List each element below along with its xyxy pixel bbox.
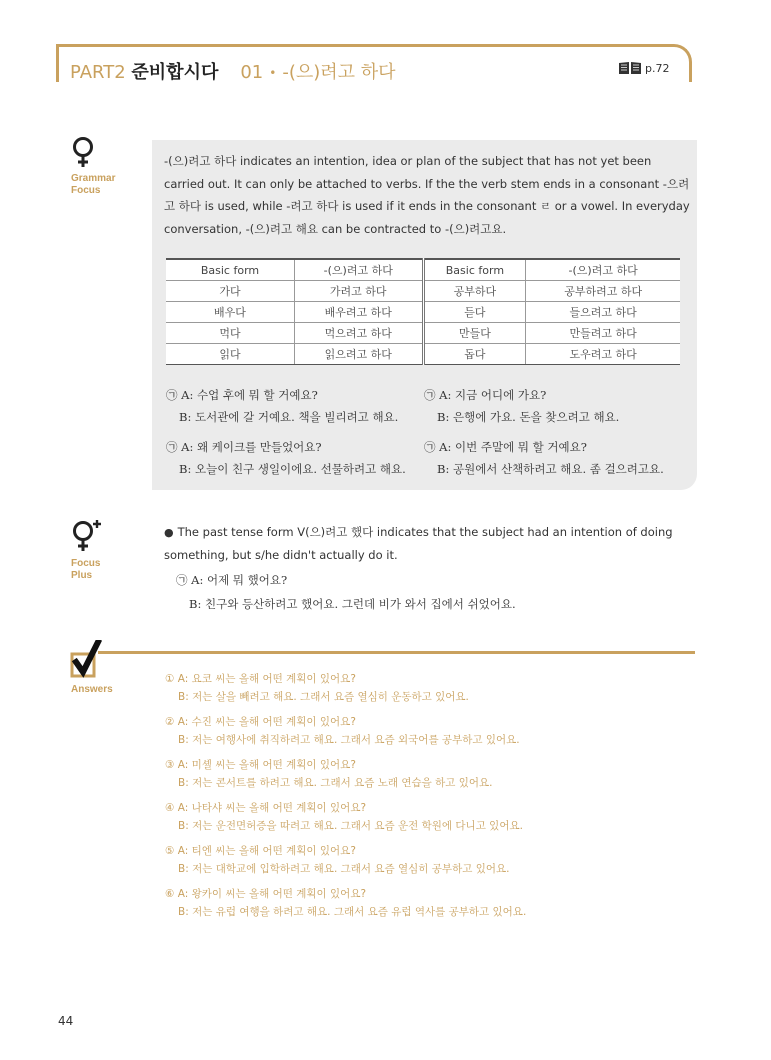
table-cell: 배우다 <box>166 302 295 323</box>
table-cell: 배우려고 하다 <box>295 302 424 323</box>
example-dialogue: ㉠ A: 왜 케이크를 만들었어요? B: 오늘이 친구 생일이에요. 선물하려고 해요. <box>166 440 406 476</box>
table-cell: 공부하려고 하다 <box>526 281 680 302</box>
page-header-title <box>70 58 396 84</box>
page-reference <box>618 61 669 75</box>
table-cell: 먹으려고 하다 <box>295 323 424 344</box>
focus-plus-label: Focus Plus <box>71 558 101 581</box>
table-cell: 읽으려고 하다 <box>295 344 424 365</box>
answer-item: ⑥ A: 왕카이 씨는 올해 어떤 계획이 있어요? B: 저는 유럽 여행을 하려고 해요. 그래서 요즘 유럽 역사를 공부하고 있어요. <box>165 888 527 918</box>
table-header: Basic form <box>166 259 295 281</box>
example-dialogue: ㉠ A: 이번 주말에 뭐 할 거예요? B: 공원에서 산책하려고 해요. 좀 걸으려고요. <box>424 440 664 476</box>
table-row <box>166 344 680 365</box>
table-cell: 가려고 하다 <box>295 281 424 302</box>
focus-plus-example: ㉠ A: 어제 뭐 했어요? B: 친구와 등산하려고 했어요. 그런데 비가 와서 집에서 쉬었어요. <box>176 573 516 611</box>
conjugation-table <box>166 258 680 365</box>
grammar-explanation: -(으)려고 하다 indicates an intention, idea or plan of the subject that has not yet been carried out. It can only be attached to verbs. If the the verb stem ends in a consonant -으려고 하다 is used, while -려고 하다 is used if it ends in the consonant ㄹ or a vowel. In everyday conversation, -(으)려고 해요 can be contracted to -(으)려고요. <box>164 154 690 236</box>
table-cell: 도우려고 하다 <box>526 344 680 365</box>
table-cell: 먹다 <box>166 323 295 344</box>
page-ref-text: p.72 <box>645 61 670 75</box>
focus-plus-explanation: ● The past tense form V(으)려고 했다 indicates that the subject had an intention of doing something, but s/he didn't actually do it. <box>164 525 673 562</box>
table-cell: 만들다 <box>423 323 526 344</box>
table-row <box>166 302 680 323</box>
grammar-focus-label: Grammar Focus <box>71 173 116 196</box>
table-cell: 돕다 <box>423 344 526 365</box>
table-cell: 만들려고 하다 <box>526 323 680 344</box>
table-cell: 가다 <box>166 281 295 302</box>
answers-divider <box>98 651 695 654</box>
female-plus-symbol-icon <box>70 518 104 556</box>
example-dialogue: ㉠ A: 수업 후에 뭐 할 거예요? B: 도서관에 갈 거예요. 책을 빌리려고 해요. <box>166 388 399 424</box>
answer-item: ③ A: 미셸 씨는 올해 어떤 계획이 있어요? B: 저는 콘서트를 하려고 해요. 그래서 요즘 노래 연습을 하고 있어요. <box>165 759 493 789</box>
example-dialogue: ㉠ A: 지금 어디에 가요? B: 은행에 가요. 돈을 찾으려고 해요. <box>424 388 620 424</box>
checkbox-check-icon <box>70 640 102 680</box>
table-cell: 듣다 <box>423 302 526 323</box>
table-cell: 읽다 <box>166 344 295 365</box>
answer-item: ② A: 수진 씨는 올해 어떤 계획이 있어요? B: 저는 여행사에 취직하려고 해요. 그래서 요즘 외국어를 공부하고 있어요. <box>165 716 520 746</box>
unit-title: -(으)려고 하다 <box>282 62 396 83</box>
table-cell: 들으려고 하다 <box>526 302 680 323</box>
table-cell: 공부하다 <box>423 281 526 302</box>
table-header-row <box>166 259 680 281</box>
female-symbol-icon <box>70 136 96 172</box>
section-label: 준비합시다 <box>131 62 219 83</box>
page-number: 44 <box>58 1014 74 1028</box>
table-row <box>166 281 680 302</box>
table-row <box>166 323 680 344</box>
answer-item: ① A: 요코 씨는 올해 어떤 계획이 있어요? B: 저는 살을 빼려고 해요. 그래서 요즘 열심히 운동하고 있어요. <box>165 673 469 703</box>
bullet-dot: ● <box>164 526 174 539</box>
unit-number: 01 <box>240 62 264 83</box>
answer-item: ④ A: 나타샤 씨는 올해 어떤 계획이 있어요? B: 저는 운전면허증을 따려고 해요. 그래서 요즘 운전 학원에 다니고 있어요. <box>165 802 523 832</box>
table-header: Basic form <box>423 259 526 281</box>
book-icon <box>618 61 642 75</box>
answer-item: ⑤ A: 티엔 씨는 올해 어떤 계획이 있어요? B: 저는 대학교에 입학하려고 해요. 그래서 요즘 열심히 공부하고 있어요. <box>165 845 510 875</box>
table-header: -(으)려고 하다 <box>526 259 680 281</box>
table-header: -(으)려고 하다 <box>295 259 424 281</box>
part-label: PART2 <box>70 62 126 83</box>
answers-label: Answers <box>71 684 113 695</box>
header-bullet: • <box>269 66 277 80</box>
